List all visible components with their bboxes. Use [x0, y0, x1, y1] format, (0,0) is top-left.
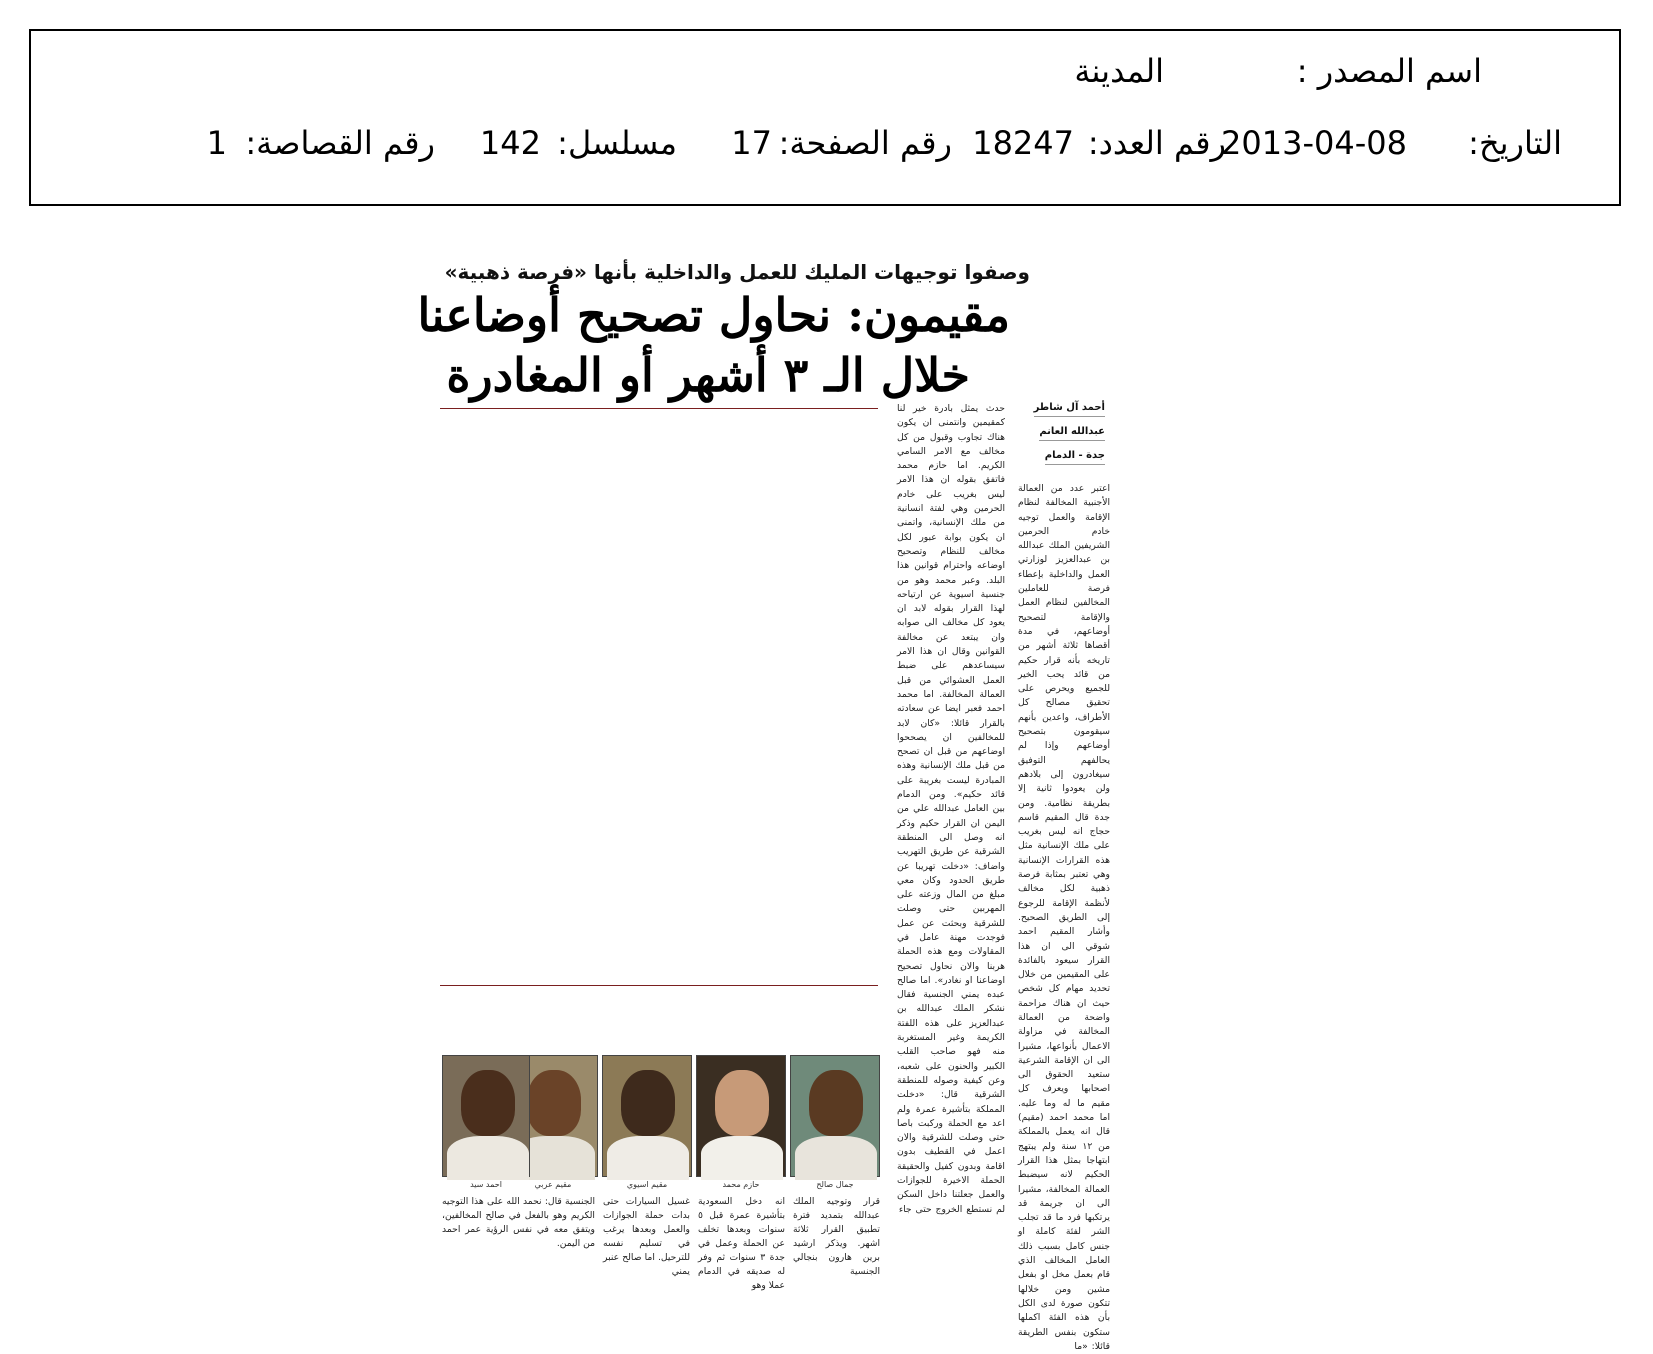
- photo-ahmed-sayed: [442, 1055, 530, 1177]
- issue-label: رقم العدد:: [1087, 124, 1226, 162]
- portrait-head: [527, 1070, 581, 1136]
- issue-value: 18247: [972, 124, 1074, 162]
- bottom-column-2: انه دخل السعودية بتأشيرة عمرة قبل ٥ سنوات وبعدها تخلف عن الحملة وعمل في جدة ٣ سنوات ثم وفر له صديقه في الدمام عملا وهو: [698, 1196, 785, 1291]
- page-value: 17: [731, 124, 772, 162]
- photo-hazem-mohammed: [696, 1055, 786, 1177]
- bottom-column-1: قرار وتوجيه الملك عبدالله بتمديد فترة تطبيق القرار ثلاثة اشهر. ويذكر ارشيد برين هارون بنجالي الجنسية: [793, 1196, 880, 1277]
- photo-caption: احمد سيد: [470, 1180, 502, 1189]
- article-kicker: وصفوا توجيهات المليك للعمل والداخلية بأنها «فرصة ذهبية»: [444, 260, 1030, 284]
- clip-value: 1: [206, 124, 227, 162]
- portrait-shirt: [447, 1136, 529, 1180]
- portrait-head: [461, 1070, 515, 1136]
- photo-caption: جمال صالح: [816, 1180, 854, 1189]
- photo-caption: مقيم اسيوي: [626, 1180, 668, 1189]
- article-column-left: حدث يمثل بادرة خير لنا كمقيمين وانتمنى ان يكون هناك تجاوب وقبول من كل مخالف مع الامر السامي الكريم. اما حازم محمد فاتفق بقوله ان هذا الامر ليس بغريب على خادم الحرمين وهي لفتة انسانية من ملك الإنسانية، واتمنى ان يكون بوابة عبور لكل مخالف للنظام وتصحيح اوضاعه واحترام قوانين هذا البلد. وعبر محمد وهو من جنسية اسيوية عن ارتياحه لهذا القرار بقوله لابد ان يعود كل مخالف الى صوابه وان يبتعد عن مخالفة القوانين وقال ان هذا الامر سيساعدهم على ضبط العمل العشوائي من قبل العمالة المخالفة. اما محمد احمد فعبر ايضا عن سعادته بالقرار قائلا: «كان لابد للمخالفين ان يصححوا اوضاعهم من قبل ان تصحح من قبل ملك الإنسانية وهذه المبادرة ليست بغريبة على قائد حكيم». ومن الدمام بين العامل عبدالله علي من اليمن ان القرار حكيم وذكر انه وصل الى المنطقة الشرقية عن طريق التهريب واضاف: «دخلت تهريبا عن طريق الحدود وكان معي مبلغ من المال وزعته على المهربين حتى وصلت للشرقية وبحثت عن عمل فوجدت مهنة عامل في المقاولات ومع هذه الحملة هربنا والان نحاول تصحيح اوضاعنا او نغادر». اما صالح عبده يمني الجنسية فقال نشكر الملك عبدالله بن عبدالعزيز على هذه اللفتة الكريمة وغير المستغربة منه فهو صاحب القلب الكبير والحنون على شعبه، وعن كيفية وصوله للمنطقة الشرقية قال: «دخلت المملكة بتأشيرة عمرة ولم اعد مع الحملة وركبت باصا حتى وصلت للشرقية والان اعمل في القطيف بدون اقامة وبدون كفيل والحقيقة الحملة الاخيرة للجوازات والعمل جعلتنا داخل السكن لم نستطع الخروج حتى جاء: [897, 403, 1005, 1215]
- portrait-shirt: [607, 1136, 689, 1180]
- date-label: التاريخ:: [1468, 124, 1562, 162]
- article-column-right: اعتبر عدد من العمالة الأجنبية المخالفة لنظام الإقامة والعمل توجيه خادم الحرمين الشريفين الملك عبدالله بن عبدالعزيز لوزارتي العمل والداخلية بإعطاء فرصة للعاملين المخالفين لنظام العمل والإقامة لتصحيح أوضاعهم، في مدة أقصاها ثلاثة أشهر من تاريخه بأنه قرار حكيم من قائد يحب الخير للجميع ويحرص على تحقيق مصالح كل الأطراف، واعدين بأنهم سيقومون بتصحيح أوضاعهم وإذا لم يحالفهم التوفيق سيغادرون إلى بلادهم ولن يعودوا ثانية إلا بطريقة نظامية. ومن جدة قال المقيم قاسم حجاج انه ليس بغريب على ملك الإنسانية مثل هذه القرارات الإنسانية وهي تعتبر بمثابة فرصة ذهبية لكل مخالف لأنظمة الإقامة للرجوع إلى الطريق الصحيح. وأشار المقيم احمد شوقي الى ان هذا القرار سيعود بالفائدة على المقيمين من خلال تحديد مهام كل شخص حيث ان هناك مزاحمة واضحة من العمالة المخالفة في مزاولة الاعمال بأنواعها، مشيرا الى ان الإقامة الشرعية ستعيد الحقوق الى اصحابها ويعرف كل مقيم ما له وما عليه. اما محمد احمد (مقيم) قال انه يعمل بالمملكة من ١٢ سنة ولم يبتهج ابتهاجا بمثل هذا القرار الحكيم لانه سيضبط العمالة المخالفة، مشيرا الى ان جريمة قد يرتكبها فرد ما قد تجلب الشر لفئة كاملة او جنس كامل بسبب ذلك العامل المخالف الذي قام بعمل مخل او بفعل مشين ومن خلالها تتكون صورة لدى الكل بأن هذه الفئة اكملها ستكون بنفس الطريقة قائلا: «ما: [1018, 483, 1110, 1352]
- serial-value: 142: [479, 124, 541, 162]
- headline-line-1: مقيمون: نحاول تصحيح أوضاعنا: [417, 288, 1010, 342]
- serial-label: مسلسل:: [557, 124, 677, 162]
- bottom-column-3: غسيل السيارات حتى بدات حملة الجوازات والعمل وبعدها يرغب في تسليم نفسه للترحيل. اما صالح عنبر يمني: [603, 1196, 690, 1277]
- headline-line-2: خلال الـ ٣ أشهر أو المغادرة: [446, 348, 970, 402]
- photo-asian-resident: [602, 1055, 692, 1177]
- clip-label: رقم القصاصة:: [245, 124, 435, 162]
- portrait-shirt: [701, 1136, 783, 1180]
- portrait-shirt: [795, 1136, 877, 1180]
- bottom-column-4: الجنسية قال: نحمد الله على هذا التوجيه الكريم وهو بالفعل في صالح المخالفين، ويتفق معه في نفس الرؤية عمر احمد من اليمن.: [442, 1196, 595, 1249]
- photo-caption: حازم محمد: [722, 1180, 760, 1189]
- photo-caption: مقيم عربي: [534, 1180, 572, 1189]
- top-divider: [440, 408, 878, 409]
- date-value: 2013-04-08: [1221, 124, 1407, 162]
- byline-1: أحمد آل شاطر: [1034, 402, 1105, 417]
- newspaper-clipping: [417, 250, 1180, 1352]
- source-value: المدينة: [1074, 52, 1164, 90]
- portrait-head: [809, 1070, 863, 1136]
- photo-divider: [440, 985, 878, 986]
- source-label: اسم المصدر :: [1296, 52, 1482, 90]
- photo-jamal-saleh: [790, 1055, 880, 1177]
- page-label: رقم الصفحة:: [778, 124, 952, 162]
- byline-2: عبدالله العانم: [1039, 426, 1105, 441]
- source-info-box: [29, 29, 1621, 206]
- portrait-head: [621, 1070, 675, 1136]
- portrait-head: [715, 1070, 769, 1136]
- byline-3: جدة - الدمام: [1045, 450, 1105, 465]
